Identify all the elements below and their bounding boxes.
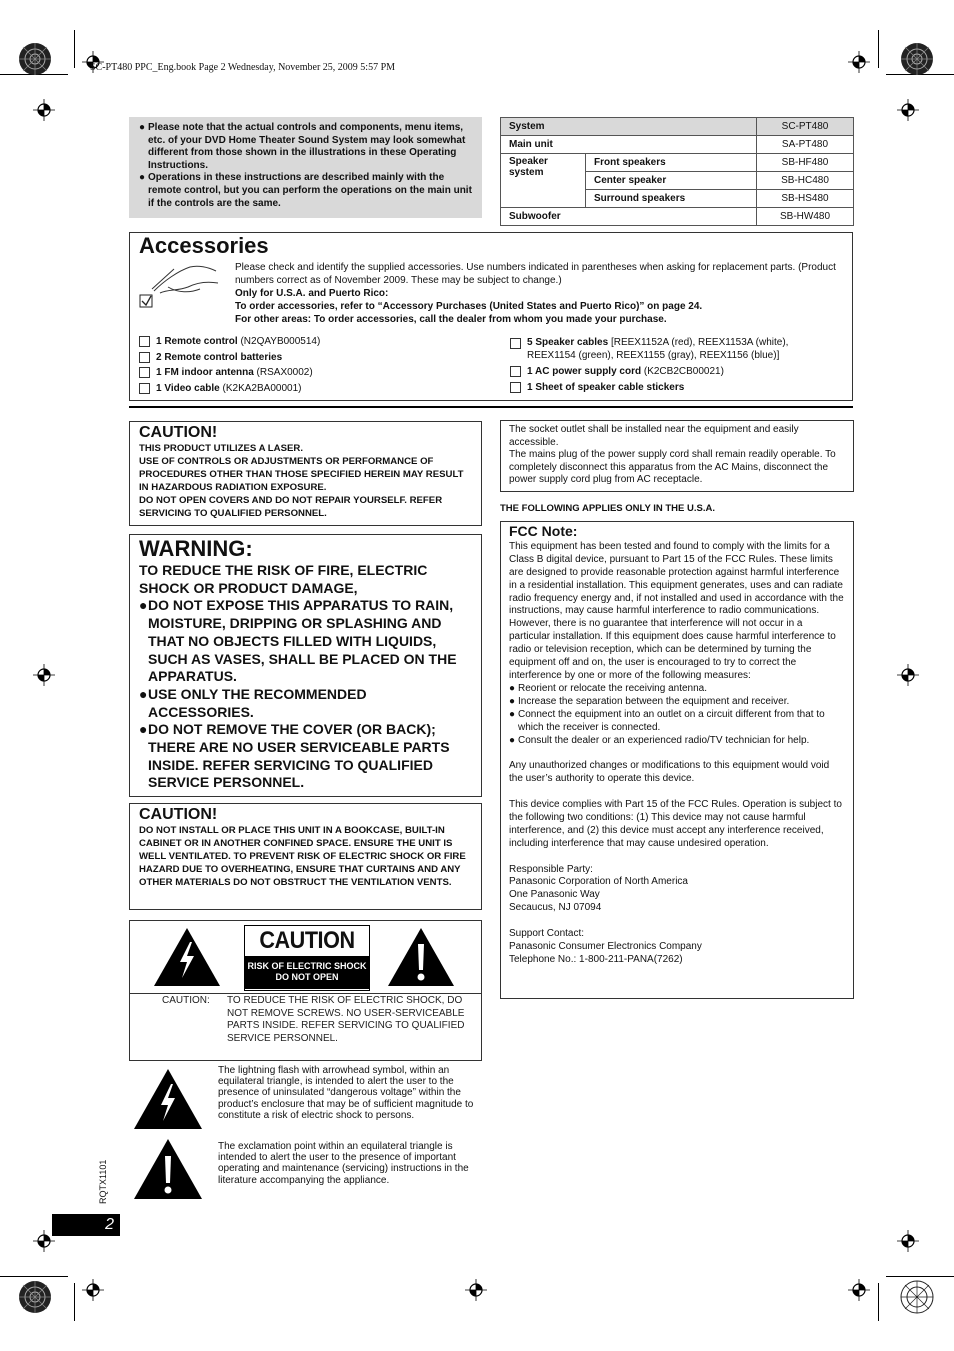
checkbox[interactable] xyxy=(139,336,150,347)
accessories-intro xyxy=(235,261,840,326)
intro-text: Please check and identify the supplied accessories. Use numbers indicated in parentheses when asking for replacement parts. (Product numbers correct as of November 2009. These may be subject to change.) xyxy=(235,262,836,286)
socket-note xyxy=(500,420,854,492)
list-item: 1 FM indoor antenna (RSAX0002) xyxy=(139,365,320,381)
caution-sign-line: RISK OF ELECTRIC SHOCK xyxy=(247,961,367,971)
lightning-triangle-icon xyxy=(152,926,222,988)
list-item: 1 Video cable (K2KA2BA00001) xyxy=(139,381,320,397)
hand-checkmark-icon xyxy=(138,263,224,320)
accessories-section xyxy=(129,232,853,401)
checkbox[interactable] xyxy=(510,366,521,377)
checkbox[interactable] xyxy=(139,383,150,394)
table-cell: SB-HS480 xyxy=(757,190,854,208)
crosshair-mark-icon xyxy=(897,1230,919,1252)
table-cell: Subwoofer xyxy=(501,208,757,226)
checkbox[interactable] xyxy=(139,367,150,378)
caution-sign xyxy=(244,925,370,991)
fcc-bullet: Increase the separation between the equipment and receiver. xyxy=(518,695,790,707)
exclamation-triangle-icon xyxy=(386,926,456,988)
caution-laser-box xyxy=(129,421,482,526)
crosshair-mark-icon xyxy=(897,99,919,121)
registration-rosette-icon xyxy=(18,1280,52,1314)
checkbox[interactable] xyxy=(510,382,521,393)
fcc-bullet: Consult the dealer or an experienced radio/TV technician for help. xyxy=(518,734,810,746)
registration-rosette-icon xyxy=(900,1280,934,1314)
warning-item: USE ONLY THE RECOMMENDED ACCESSORIES. xyxy=(148,685,367,720)
checkbox[interactable] xyxy=(139,352,150,363)
responsible-line: Panasonic Corporation of North America xyxy=(509,876,688,888)
responsible-line: Secaucus, NJ 07094 xyxy=(509,902,602,914)
registration-rosette-icon xyxy=(900,42,934,76)
fcc-bullet: Connect the equipment into an outlet on a circuit different from that to which the receiver is connected. xyxy=(518,708,825,733)
warning-title: WARNING: xyxy=(139,536,253,561)
crosshair-mark-icon xyxy=(848,1279,870,1301)
responsible-line: One Panasonic Way xyxy=(509,889,600,901)
crosshair-mark-icon xyxy=(465,1279,487,1301)
intro-text: Only for U.S.A. and Puerto Rico: xyxy=(235,288,389,299)
accessory-list-right xyxy=(510,334,830,395)
list-item: 2 Remote control batteries xyxy=(139,350,320,366)
caution-title: CAUTION! xyxy=(139,424,218,441)
table-cell: Surround speakers xyxy=(586,190,757,208)
lightning-explanation: The lightning flash with arrowhead symbol, within an equilateral triangle, is intended to alert the user to the presence of uninsulated “dangerous voltage” within the product’s enclosure that may be of sufficient magnitude to constitute a risk of electric shock to persons. xyxy=(218,1065,474,1121)
note-box: ● Please note that the actual controls and components, menu items, etc. of your DVD Home Theater Sound System may look somewhat different from those shown in the illustrations in these Operating Instructions. ● Operations in these instructions are described mainly with the remote control, but you can perform the operations on the main unit if the controls are the same. xyxy=(129,117,482,218)
caution-sign-line: DO NOT OPEN xyxy=(275,972,339,982)
crosshair-mark-icon xyxy=(33,99,55,121)
accessory-list-left xyxy=(139,334,320,396)
caution-text: DO NOT INSTALL OR PLACE THIS UNIT IN A BOOKCASE, BUILT-IN CABINET OR IN ANOTHER CONFINED SPACE. ENSURE THE UNIT IS WELL VENTILATED. TO PREVENT RISK OF ELECTRIC SHOCK OR FIRE HAZARD DUE TO OVERHEATING, ENSURE THAT CURTAINS AND ANY OTHER MATERIALS DO NOT OBSTRUCT THE VENTILATION VENTS. xyxy=(139,825,466,888)
warning-box: WARNING: TO REDUCE THE RISK OF FIRE, ELECTRIC SHOCK OR PRODUCT DAMAGE, ● DO NOT EXPOSE THIS APPARATUS TO RAIN, MOISTURE, DRIPPING OR SPLASHING AND THAT NO OBJECTS FILLED WITH LIQUIDS, SUCH AS VASES, SHALL BE PLACED ON THE APPARATUS. ● USE ONLY THE RECOMMENDED ACCESSORIES. ● DO NOT REMOVE THE COVER (OR BACK); THERE ARE NO USER SERVICEABLE PARTS INSIDE. REFER SERVICING TO QUALIFIED SERVICE PERSONNEL. xyxy=(129,534,482,797)
caution-line: THIS PRODUCT UTILIZES A LASER. xyxy=(139,443,303,454)
table-cell: SB-HW480 xyxy=(757,208,854,226)
table-cell: SB-HC480 xyxy=(757,172,854,190)
section-divider xyxy=(129,406,853,408)
table-cell: SA-PT480 xyxy=(757,136,854,154)
caution-value: TO REDUCE THE RISK OF ELECTRIC SHOCK, DO NOT REMOVE SCREWS. NO USER-SERVICEABLE PARTS INSIDE. REFER SERVICING TO QUALIFIED SERVICE PERSONNEL. xyxy=(227,995,465,1044)
support-label: Support Contact: xyxy=(509,928,585,940)
caution-title: CAUTION! xyxy=(139,806,218,823)
intro-text: To order accessories, refer to “Accessory Purchases (United States and Puerto Rico)” on page 24. xyxy=(235,301,703,312)
list-item: 1 AC power supply cord (K2CB2CB00021) xyxy=(510,364,830,380)
fcc-title: FCC Note: xyxy=(509,523,578,539)
table-cell: Main unit xyxy=(501,136,757,154)
fcc-paragraph: This device complies with Part 15 of the FCC Rules. Operation is subject to the following two conditions: (1) This device may not cause harmful interference, and (2) this device must accept any interference received, including interference that may cause undesired operation. xyxy=(509,799,842,849)
crosshair-mark-icon xyxy=(897,664,919,686)
warning-item: DO NOT REMOVE THE COVER (OR BACK); THERE ARE NO USER SERVICEABLE PARTS INSIDE. REFER SERVICING TO QUALIFIED SERVICE PERSONNEL. xyxy=(148,721,450,791)
crosshair-mark-icon xyxy=(33,664,55,686)
support-line: Telephone No.: 1-800-211-PANA(7262) xyxy=(509,953,683,965)
support-line: Panasonic Consumer Electronics Company xyxy=(509,940,702,952)
list-item: 5 Speaker cables [REEX1152A (red), REEX1153A (white), REEX1154 (green), REEX1155 (gray), REEX1156 (blue)] xyxy=(510,334,830,362)
doc-code: RQTX1101 xyxy=(98,1159,108,1204)
socket-text: The mains plug of the power supply cord shall remain readily operable. To completely disconnect this apparatus from the AC Mains, disconnect the power supply cord plug from AC receptacle. xyxy=(509,449,836,486)
table-cell: Center speaker xyxy=(586,172,757,190)
warning-item: DO NOT EXPOSE THIS APPARATUS TO RAIN, MOISTURE, DRIPPING OR SPLASHING AND THAT NO OBJECTS FILLED WITH LIQUIDS, SUCH AS VASES, SHALL BE PLACED ON THE APPARATUS. xyxy=(148,597,457,685)
page-number: 2 xyxy=(52,1214,120,1236)
caution-key: CAUTION: xyxy=(162,995,210,1006)
usa-heading: THE FOLLOWING APPLIES ONLY IN THE U.S.A. xyxy=(500,503,715,514)
checkbox[interactable] xyxy=(510,338,521,349)
table-cell: System xyxy=(501,118,757,136)
file-header: SC-PT480 PPC_Eng.book Page 2 Wednesday, November 25, 2009 5:57 PM xyxy=(90,62,396,73)
note-item: Please note that the actual controls and components, menu items, etc. of your DVD Home Theater Sound System may look somewhat different from those shown in the illustrations in these Operating Instructions. xyxy=(148,122,466,171)
fcc-paragraph: This equipment has been tested and found to comply with the limits for a Class B digital device, pursuant to Part 15 of the FCC Rules. These limits are designed to provide reasonable protection against harmful interference in a residential installation. This equipment generates, uses and can radiate radio frequency energy and, if not installed and used in accordance with the instructions, may cause harmful interference to radio communications. However, there is no guarantee that interference will not occur in a particular installation. If this equipment does cause harmful interference to radio or television reception, which can be determined by turning the equipment off and on, the user is encouraged to try to correct the interference by one or more of the following measures: xyxy=(509,540,844,681)
intro-text: For other areas: To order accessories, call the dealer from whom you made your purchase. xyxy=(235,314,667,325)
fcc-note: FCC Note: This equipment has been tested and found to comply with the limits for a Class B digital device, pursuant to Part 15 of the FCC Rules. These limits are designed to provide reasonable protection against harmful interference in a residential installation. This equipment generates, uses and can radiate radio frequency energy and, if not installed and used in accordance with the instructions, may cause harmful interference to radio communications. However, there is no guarantee that interference will not occur in a particular installation. If this equipment does cause harmful interference to radio or television reception, which can be determined by turning the equipment off and on, the user is encouraged to try to correct the interference by one or more of the following measures: ● Reorient or relocate the receiving antenna. ● Increase the separation between the equipment and receiver. ● Connect the equipment into an outlet on a circuit different from that to which the receiver is connected. ● Consult the dealer or an experienced radio/TV technician for help. Any unauthorized changes or modifications to this equipment would void the user’s authority to operate this device. This device complies with Part 15 of the FCC Rules. Operation is subject to the following two conditions: (1) This device may not cause harmful interference, and (2) this device must accept any interference received, including interference that may cause undesired operation. Responsible Party: Panasonic Corporation of North America One Panasonic Way Secaucus, NJ 07094 Support Contact: Panasonic Consumer Electronics Company Telephone No.: 1-800-211-PANA(7262) xyxy=(500,521,854,999)
list-item: 1 Sheet of speaker cable stickers xyxy=(510,380,830,396)
table-cell: Speaker system xyxy=(501,154,586,208)
exclamation-explanation: The exclamation point within an equilateral triangle is intended to alert the user to the presence of important operating and maintenance (servicing) instructions in the literature accompanying the appliance. xyxy=(218,1141,469,1186)
warning-lead: TO REDUCE THE RISK OF FIRE, ELECTRIC SHOCK OR PRODUCT DAMAGE, xyxy=(139,562,428,596)
caution-line: USE OF CONTROLS OR ADJUSTMENTS OR PERFORMANCE OF PROCEDURES OTHER THAN THOSE SPECIFIED HEREIN MAY RESULT IN HAZARDOUS RADIATION EXPOSURE. xyxy=(139,456,464,493)
lightning-triangle-icon xyxy=(132,1067,204,1131)
exclamation-triangle-icon xyxy=(132,1137,204,1201)
crosshair-mark-icon xyxy=(82,1279,104,1301)
caution-line: DO NOT OPEN COVERS AND DO NOT REPAIR YOURSELF. REFER SERVICING TO QUALIFIED PERSONNEL. xyxy=(139,495,443,519)
table-cell: Front speakers xyxy=(586,154,757,172)
system-table xyxy=(500,117,854,226)
caution-sign-title: CAUTION xyxy=(251,926,363,956)
responsible-label: Responsible Party: xyxy=(509,863,593,875)
crosshair-mark-icon xyxy=(848,51,870,73)
caution-label-block xyxy=(129,920,482,1061)
accessories-title: Accessories xyxy=(139,233,269,258)
socket-text: The socket outlet shall be installed near the equipment and easily accessible. xyxy=(509,424,799,448)
note-item: Operations in these instructions are described mainly with the remote control, but you can perform the operations on the main unit if the controls are the same. xyxy=(148,172,472,209)
fcc-bullet: Reorient or relocate the receiving antenna. xyxy=(518,682,708,694)
table-cell: SB-HF480 xyxy=(757,154,854,172)
registration-rosette-icon xyxy=(18,42,52,76)
table-cell: SC-PT480 xyxy=(757,118,854,136)
caution-ventilation-box xyxy=(129,803,482,910)
fcc-paragraph: Any unauthorized changes or modifications to this equipment would void the user’s authority to operate this device. xyxy=(509,760,830,785)
list-item: 1 Remote control (N2QAYB000514) xyxy=(139,334,320,350)
